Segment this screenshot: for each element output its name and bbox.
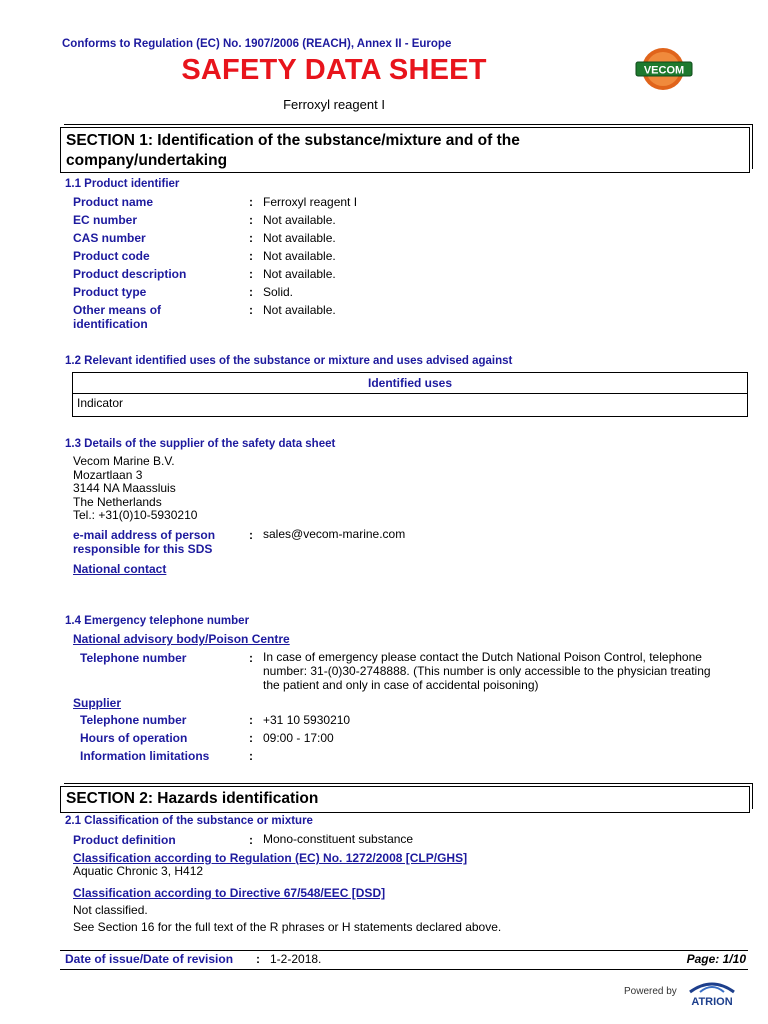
value-product-description: Not available. (263, 267, 336, 281)
atrion-logo-icon (676, 978, 748, 1008)
national-contact-heading: National contact (73, 562, 167, 576)
value-product-name: Ferroxyl reagent I (263, 195, 358, 209)
label-product-description: Product description (73, 267, 187, 281)
see-section-16-note: See Section 16 for the full text of the R phrases or H statements declared above. (73, 920, 502, 934)
label-product-type: Product type (73, 285, 147, 299)
heading-1-4: 1.4 Emergency telephone number (65, 615, 250, 627)
section1-header (60, 127, 750, 173)
label-supplier-telephone: Telephone number (80, 713, 187, 727)
document-title: SAFETY DATA SHEET (181, 54, 487, 86)
label-ec-number: EC number (73, 213, 138, 227)
section1-title-line1: SECTION 1: Identification of the substance/mixture and of the (66, 132, 520, 149)
supplier-heading: Supplier (73, 696, 122, 710)
footer-divider-top (60, 950, 748, 951)
product-subtitle: Ferroxyl reagent I (283, 97, 385, 112)
heading-1-1: 1.1 Product identifier (65, 178, 180, 190)
heading-1-2: 1.2 Relevant identified uses of the substance or mixture and uses advised against (65, 355, 513, 367)
label-emergency-telephone: Telephone number (80, 651, 187, 665)
label-product-name: Product name (73, 195, 154, 209)
value-email[interactable]: sales@vecom-marine.com (263, 527, 406, 541)
clp-classification-value: Aquatic Chronic 3, H412 (73, 864, 204, 878)
heading-1-3: 1.3 Details of the supplier of the safety data sheet (65, 438, 336, 450)
section1-title-line2: company/undertaking (66, 152, 228, 169)
atrion-text: ATRION (691, 996, 733, 1008)
value-hours-of-operation: 09:00 - 17:00 (263, 731, 334, 745)
conformity-statement: Conforms to Regulation (EC) No. 1907/2006 (REACH), Annex II - Europe (62, 38, 452, 50)
page-number: Page: 1/10 (686, 952, 746, 966)
powered-by-text: Powered by (624, 986, 677, 997)
label-product-code: Product code (73, 249, 150, 263)
vecom-logo-icon (632, 46, 698, 92)
section2-title: SECTION 2: Hazards identification (66, 790, 319, 807)
value-emergency-telephone: In case of emergency please contact the Dutch National Poison Control, telephone number: 31-(0)30-2748888. (This number is only accessible to the physician treating the patient and only in case of accidental poisoning) (263, 650, 711, 692)
label-cas-number: CAS number (73, 231, 146, 245)
value-supplier-telephone: +31 10 5930210 (263, 713, 351, 727)
footer-date-label: Date of issue/Date of revision (65, 952, 234, 966)
section2-header (60, 786, 750, 813)
footer-divider-bottom (60, 969, 748, 970)
value-product-definition: Mono-constituent substance (263, 832, 414, 846)
value-product-type: Solid. (263, 285, 294, 299)
clp-classification-heading: Classification according to Regulation (EC) No. 1272/2008 [CLP/GHS] (73, 851, 468, 865)
dsd-classification-heading: Classification according to Directive 67/548/EEC [DSD] (73, 886, 386, 900)
dsd-classification-value: Not classified. (73, 903, 148, 917)
identified-uses-header: Identified uses (73, 373, 747, 394)
label-information-limitations: Information limitations (80, 749, 210, 763)
label-email: e-mail address of person responsible for this SDS (73, 528, 216, 556)
label-other-means: Other means of identification (73, 303, 162, 331)
value-ec-number: Not available. (263, 213, 336, 227)
value-cas-number: Not available. (263, 231, 336, 245)
footer-date-value: 1-2-2018. (270, 952, 322, 966)
label-hours-of-operation: Hours of operation (80, 731, 188, 745)
identified-uses-table (72, 372, 748, 417)
label-product-definition: Product definition (73, 833, 176, 847)
advisory-body-heading: National advisory body/Poison Centre (73, 632, 290, 646)
heading-2-1: 2.1 Classification of the substance or mixture (65, 815, 313, 827)
identified-uses-row: Indicator (77, 396, 124, 410)
value-product-code: Not available. (263, 249, 336, 263)
value-other-means: Not available. (263, 303, 336, 317)
supplier-address: Vecom Marine B.V. Mozartlaan 3 3144 NA Maassluis The Netherlands Tel.: +31(0)10-5930210 (73, 454, 198, 522)
logo-text: VECOM (643, 64, 685, 77)
